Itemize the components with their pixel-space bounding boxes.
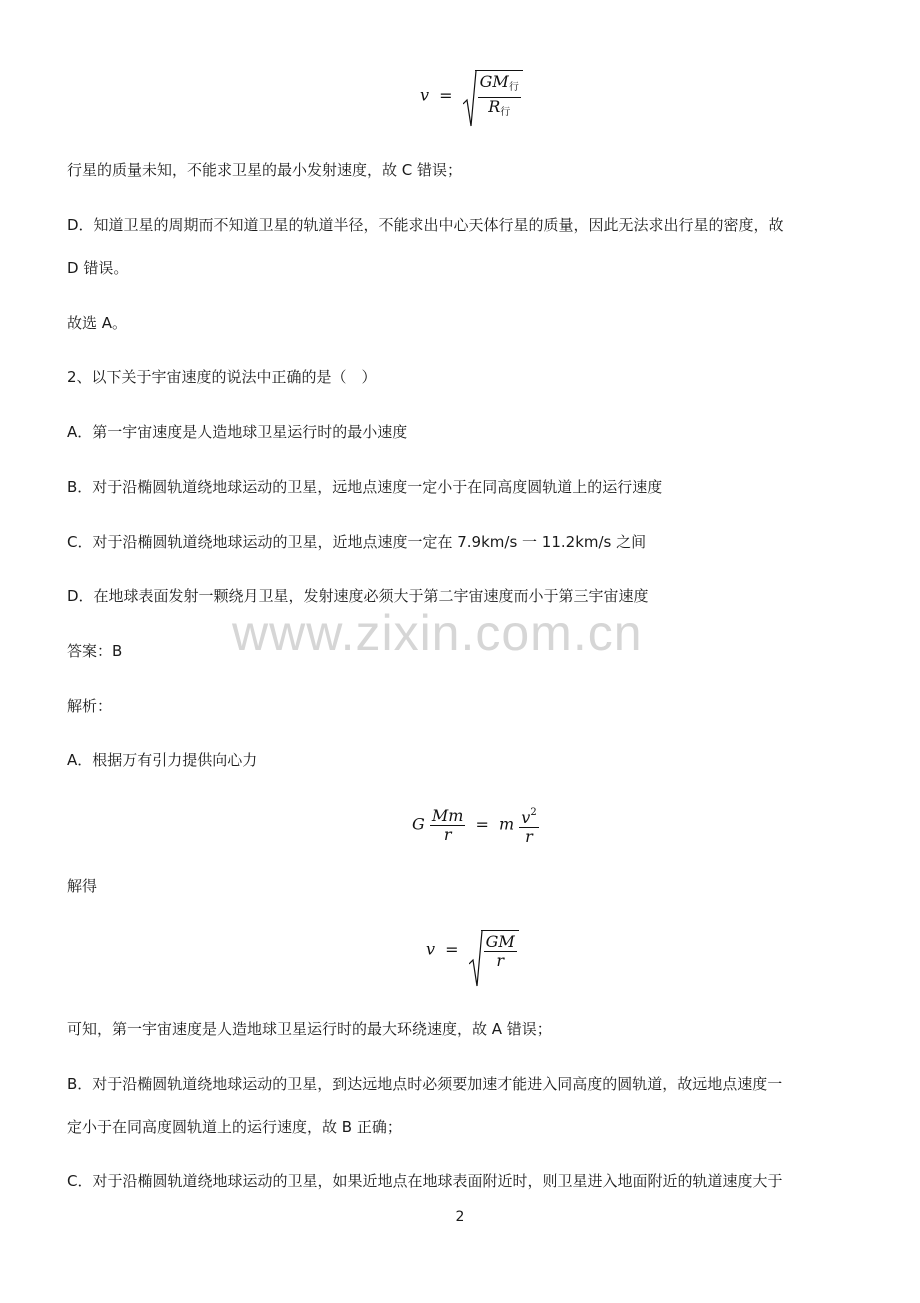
page-number: 2	[455, 1209, 465, 1225]
question-2-stem: 2、以下关于宇宙速度的说法中正确的是（ ）	[67, 368, 377, 386]
analysis-b-line1: B．对于沿椭圆轨道绕地球运动的卫星，到达远地点时必须要加速才能进入同高度的圆轨道，故远地点速度一	[67, 1075, 783, 1093]
analysis-solve: 解得	[67, 877, 98, 895]
formula-gravity-centripetal: G $\frac{Mm}{r}$ = m $\frac{v^2}{r}$	[412, 805, 537, 846]
watermark: www.zixin.com.cn	[232, 605, 643, 661]
analysis-a-intro: A．根据万有引力提供向心力	[67, 751, 258, 769]
option-a: A．第一宇宙速度是人造地球卫星运行时的最小速度	[67, 423, 408, 441]
fraction: $\frac{GM}{r}$	[485, 932, 515, 970]
option-d: D．在地球表面发射一颗绕月卫星，发射速度必须大于第二宇宙速度而小于第三宇宙速度	[67, 587, 649, 605]
fraction: $\frac{Mm}{r}$	[431, 805, 464, 844]
analysis-b-line2: 定小于在同高度圆轨道上的运行速度，故 B 正确；	[67, 1118, 402, 1136]
formula-orbital-speed-planet	[420, 70, 523, 122]
analysis-heading: 解析：	[67, 697, 113, 715]
fraction: $\frac{GM_行}{R_行}$	[479, 72, 519, 118]
formula-equals: =	[439, 85, 453, 105]
paragraph-choice: 故选 A。	[67, 314, 128, 332]
option-b: B．对于沿椭圆轨道绕地球运动的卫星，远地点速度一定小于在同高度圆轨道上的运行速度	[67, 478, 663, 496]
option-c: C．对于沿椭圆轨道绕地球运动的卫星，近地点速度一定在 7.9km/s 一 11.2km/s 之间	[67, 533, 647, 551]
paragraph-d-line2: D 错误。	[67, 259, 129, 277]
paragraph-c-conclusion: 行星的质量未知，不能求卫星的最小发射速度，故 C 错误；	[67, 161, 463, 179]
analysis-c-line1: C．对于沿椭圆轨道绕地球运动的卫星，如果近地点在地球表面附近时，则卫星进入地面附近的轨道速度大于	[67, 1172, 783, 1190]
analysis-a-conclusion: 可知，第一宇宙速度是人造地球卫星运行时的最大环绕速度，故 A 错误；	[67, 1020, 552, 1038]
sqrt-symbol	[469, 930, 519, 970]
formula-first-cosmic-velocity: v = $\frac{GM}{r}$	[426, 930, 519, 970]
sqrt-symbol	[463, 70, 523, 122]
formula-lhs: v	[420, 85, 430, 105]
paragraph-d-line1: D．知道卫星的周期而不知道卫星的轨道半径，不能求出中心天体行星的质量，因此无法求出行星的密度，故	[67, 216, 784, 234]
fraction: $\frac{v^2}{r}$	[519, 804, 538, 846]
answer: 答案：B	[67, 642, 123, 660]
